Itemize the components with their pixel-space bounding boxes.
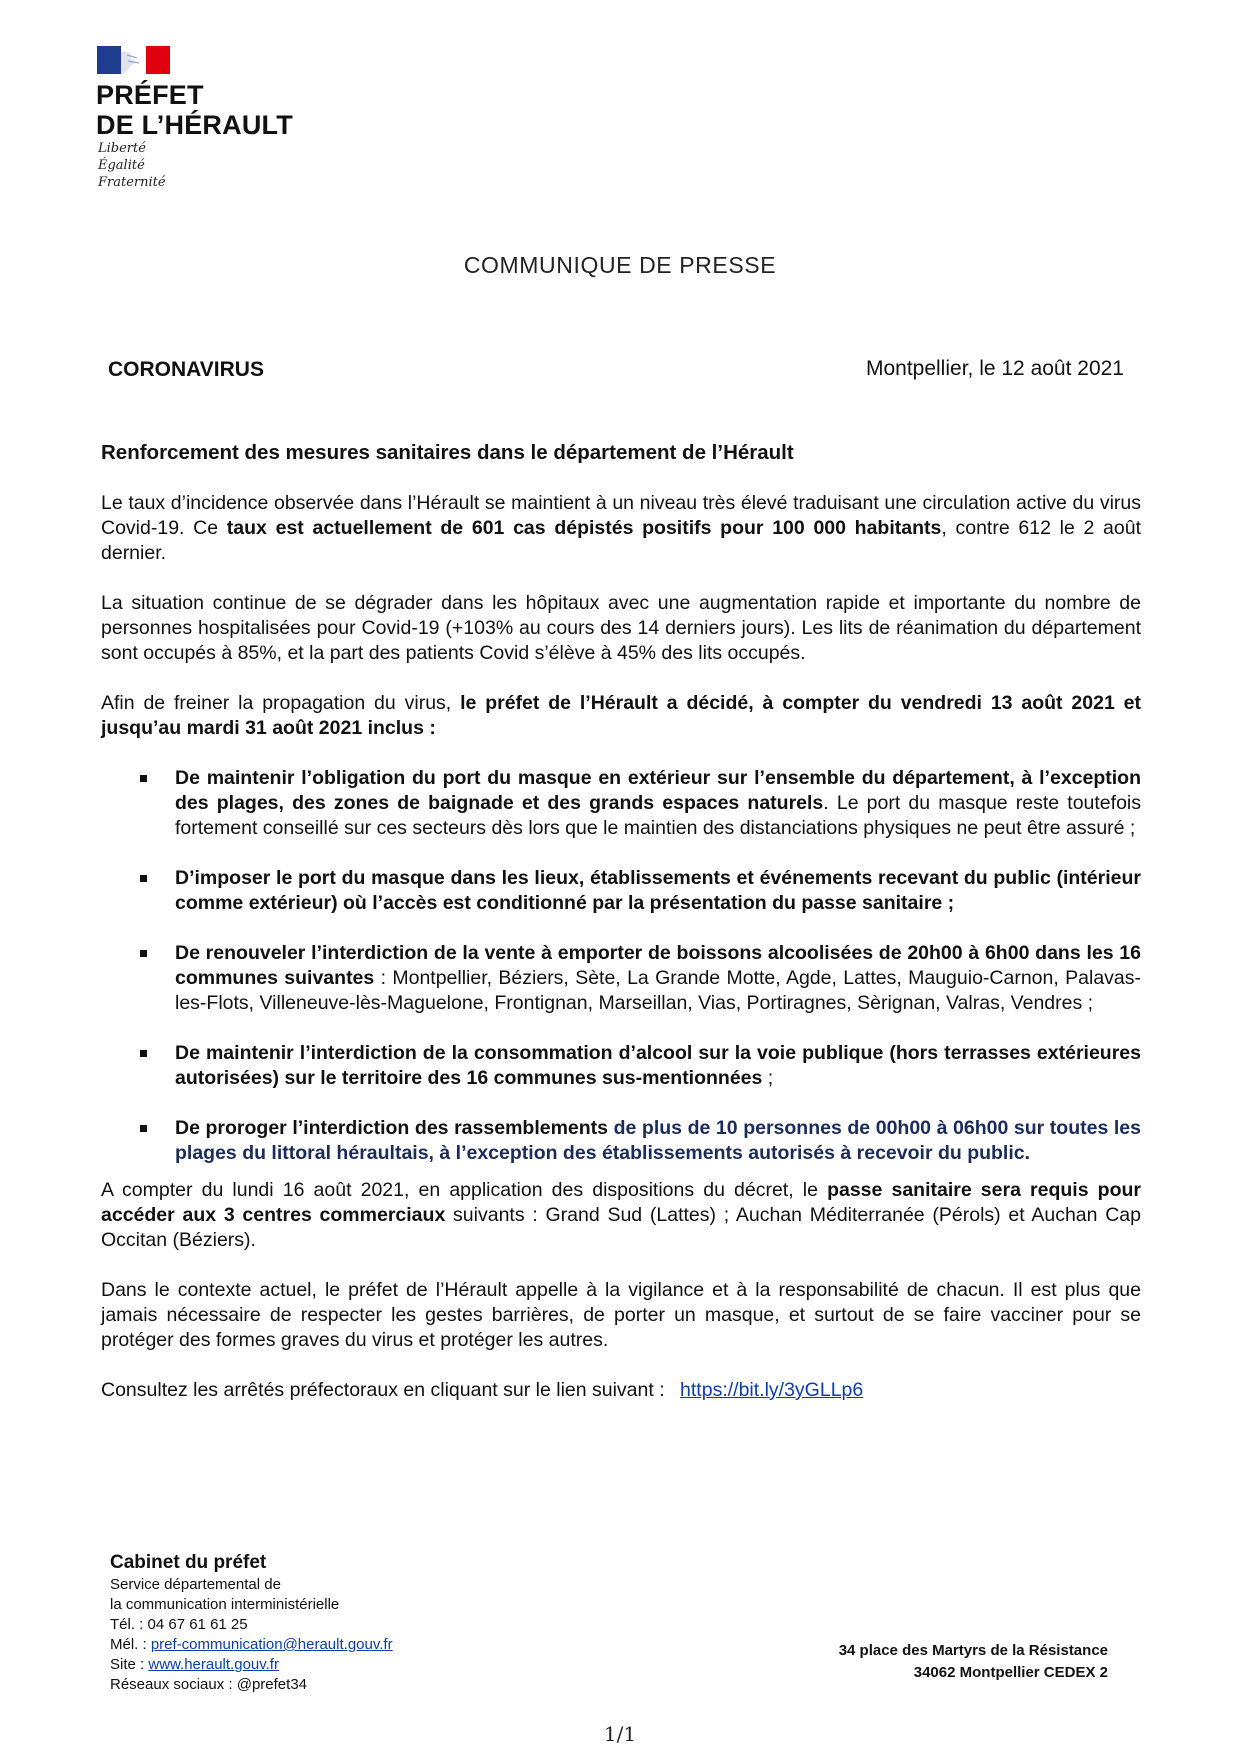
social-line: Réseaux sociaux : @prefet34 xyxy=(110,1676,307,1693)
para3-text-a: Afin de freiner la propagation du virus, xyxy=(101,692,461,714)
para3-bold: le préfet de l’Hérault a décidé, à compter du vendredi 13 août 2021 et jusqu’au mardi 31 août 2021 inclus : xyxy=(101,692,1141,739)
document-title: COMMUNIQUE DE PRESSE xyxy=(463,252,777,278)
bullet-square-icon xyxy=(140,1050,147,1057)
list-item xyxy=(101,941,1141,1016)
address-line-2: 34062 Montpellier CEDEX 2 xyxy=(913,1664,1108,1681)
para4-text-a: A compter du lundi 16 août 2021, en application des dispositions du décret, le xyxy=(101,1179,828,1201)
cabinet-contact-block xyxy=(110,1551,393,1695)
website-link[interactable]: www.herault.gouv.fr xyxy=(148,1656,279,1673)
motto-egalite: Égalité xyxy=(98,158,145,173)
email-line xyxy=(110,1635,393,1655)
prefecture-address xyxy=(839,1640,1108,1684)
republic-motto xyxy=(98,140,166,191)
bullet-square-icon xyxy=(140,875,147,882)
arretes-link[interactable]: https://bit.ly/3yGLLp6 xyxy=(680,1379,864,1401)
bullet-text: . Le port du masque reste toutefois fortement conseillé sur ces secteurs dès lors que le maintien des distanciations physiques ne peut être assuré ; xyxy=(175,792,1141,839)
paragraph-decision xyxy=(101,691,1141,741)
bullet-text: ; xyxy=(762,1067,774,1089)
cabinet-title: Cabinet du préfet xyxy=(110,1552,267,1573)
phone-line: Tél. : 04 67 61 61 25 xyxy=(110,1616,248,1633)
email-label: Mél. : xyxy=(110,1636,151,1653)
bullet-text: : Montpellier, Béziers, Sète, La Grande Motte, Agde, Lattes, Mauguio-Carnon, Palavas-les-Flots, Villeneuve-lès-Maguelone, Frontignan, Marseillan, Vias, Portiragnes, Sèrignan, Valras, Vendres ; xyxy=(175,967,1141,1014)
paragraph-link xyxy=(101,1378,1141,1403)
list-item xyxy=(101,766,1141,841)
bullet-square-icon xyxy=(140,1125,147,1132)
bullet-bold: De renouveler l’interdiction de la vente à emporter de boissons alcoolisées de 20h00 à 6h00 dans les 16 communes suivantes xyxy=(175,942,1141,989)
motto-liberte: Liberté xyxy=(98,141,146,156)
bullet-bold: De proroger l’interdiction des rassemblements xyxy=(175,1117,609,1139)
para1-text-c: , contre 612 le 2 août dernier. xyxy=(101,517,1141,564)
bullet-bold-navy: de plus de 10 personnes de 00h00 à 06h00 sur toutes les plages du littoral héraultais, à l’exception des établissements autorisés à recevoir du public. xyxy=(175,1117,1141,1164)
prefecture-logo-title xyxy=(96,80,293,140)
email-link[interactable]: pref-communication@herault.gouv.fr xyxy=(150,1636,393,1653)
address-line-1: 34 place des Martyrs de la Résistance xyxy=(838,1642,1108,1659)
paragraph-incidence xyxy=(101,491,1141,566)
link-prompt: Consultez les arrêtés préfectoraux en cliquant sur le lien suivant : xyxy=(101,1379,671,1401)
para1-text-a: Le taux d’incidence observée dans l’Hérault se maintient à un niveau très élevé traduisant une circulation active du virus Covid-19. Ce xyxy=(101,492,1141,539)
paragraph-malls xyxy=(101,1178,1141,1253)
para4-text-c: suivants : Grand Sud (Lattes) ; Auchan Méditerranée (Pérols) et Auchan Cap Occitan (Béziers). xyxy=(101,1204,1141,1251)
measures-list xyxy=(101,766,1141,1166)
list-item xyxy=(101,866,1141,916)
press-release-body xyxy=(101,440,1141,1403)
list-item xyxy=(101,1041,1141,1091)
bullet-square-icon xyxy=(140,950,147,957)
site-line xyxy=(110,1655,393,1675)
topic-label: CORONAVIRUS xyxy=(108,358,264,381)
paragraph-hospital: La situation continue de se dégrader dans les hôpitaux avec une augmentation rapide et importante du nombre de personnes hospitalisées pour Covid-19 (+103% au cours des 14 derniers jours). Les lits de réanimation du département sont occupés à 85%, et la part des patients Covid s’élève à 45% des lits occupés. xyxy=(101,592,1141,664)
dateline: Montpellier, le 12 août 2021 xyxy=(865,357,1124,380)
page-number: 1/1 xyxy=(603,1722,637,1746)
headline: Renforcement des mesures sanitaires dans le département de l’Hérault xyxy=(101,441,794,464)
logo-line-1: PRÉFET xyxy=(96,80,204,110)
list-item xyxy=(101,1116,1141,1166)
paragraph-vigilance: Dans le contexte actuel, le préfet de l’Hérault appelle à la vigilance et à la responsabilité de chacun. Il est plus que jamais nécessaire de respecter les gestes barrières, de porter un masque, et surtout de se faire vacciner pour se protéger des formes graves du virus et protéger les autres. xyxy=(101,1279,1141,1351)
para1-bold: taux est actuellement de 601 cas dépistés positifs pour 100 000 habitants xyxy=(226,517,942,539)
service-line-2: la communication interministérielle xyxy=(110,1596,340,1613)
bullet-square-icon xyxy=(140,775,147,782)
bullet-bold: De maintenir l’interdiction de la consommation d’alcool sur la voie publique (hors terrasses extérieures autorisées) sur le territoire des 16 communes sus-mentionnées xyxy=(175,1042,1141,1089)
logo-line-2: DE L’HÉRAULT xyxy=(96,110,293,140)
site-label: Site : xyxy=(110,1656,149,1673)
para4-bold: passe sanitaire sera requis pour accéder aux 3 centres commerciaux xyxy=(101,1179,1141,1226)
service-line-1: Service départemental de xyxy=(110,1576,281,1593)
bullet-bold: D’imposer le port du masque dans les lieux, établissements et événements recevant du public (intérieur comme extérieur) où l’accès est conditionné par la présentation du passe sanitaire ; xyxy=(175,867,1141,914)
motto-fraternite: Fraternité xyxy=(98,175,166,190)
bullet-bold: De maintenir l’obligation du port du masque en extérieur sur l’ensemble du département, à l’exception des plages, des zones de baignade et des grands espaces naturels xyxy=(175,767,1141,814)
marianne-flag-logo xyxy=(97,46,170,74)
